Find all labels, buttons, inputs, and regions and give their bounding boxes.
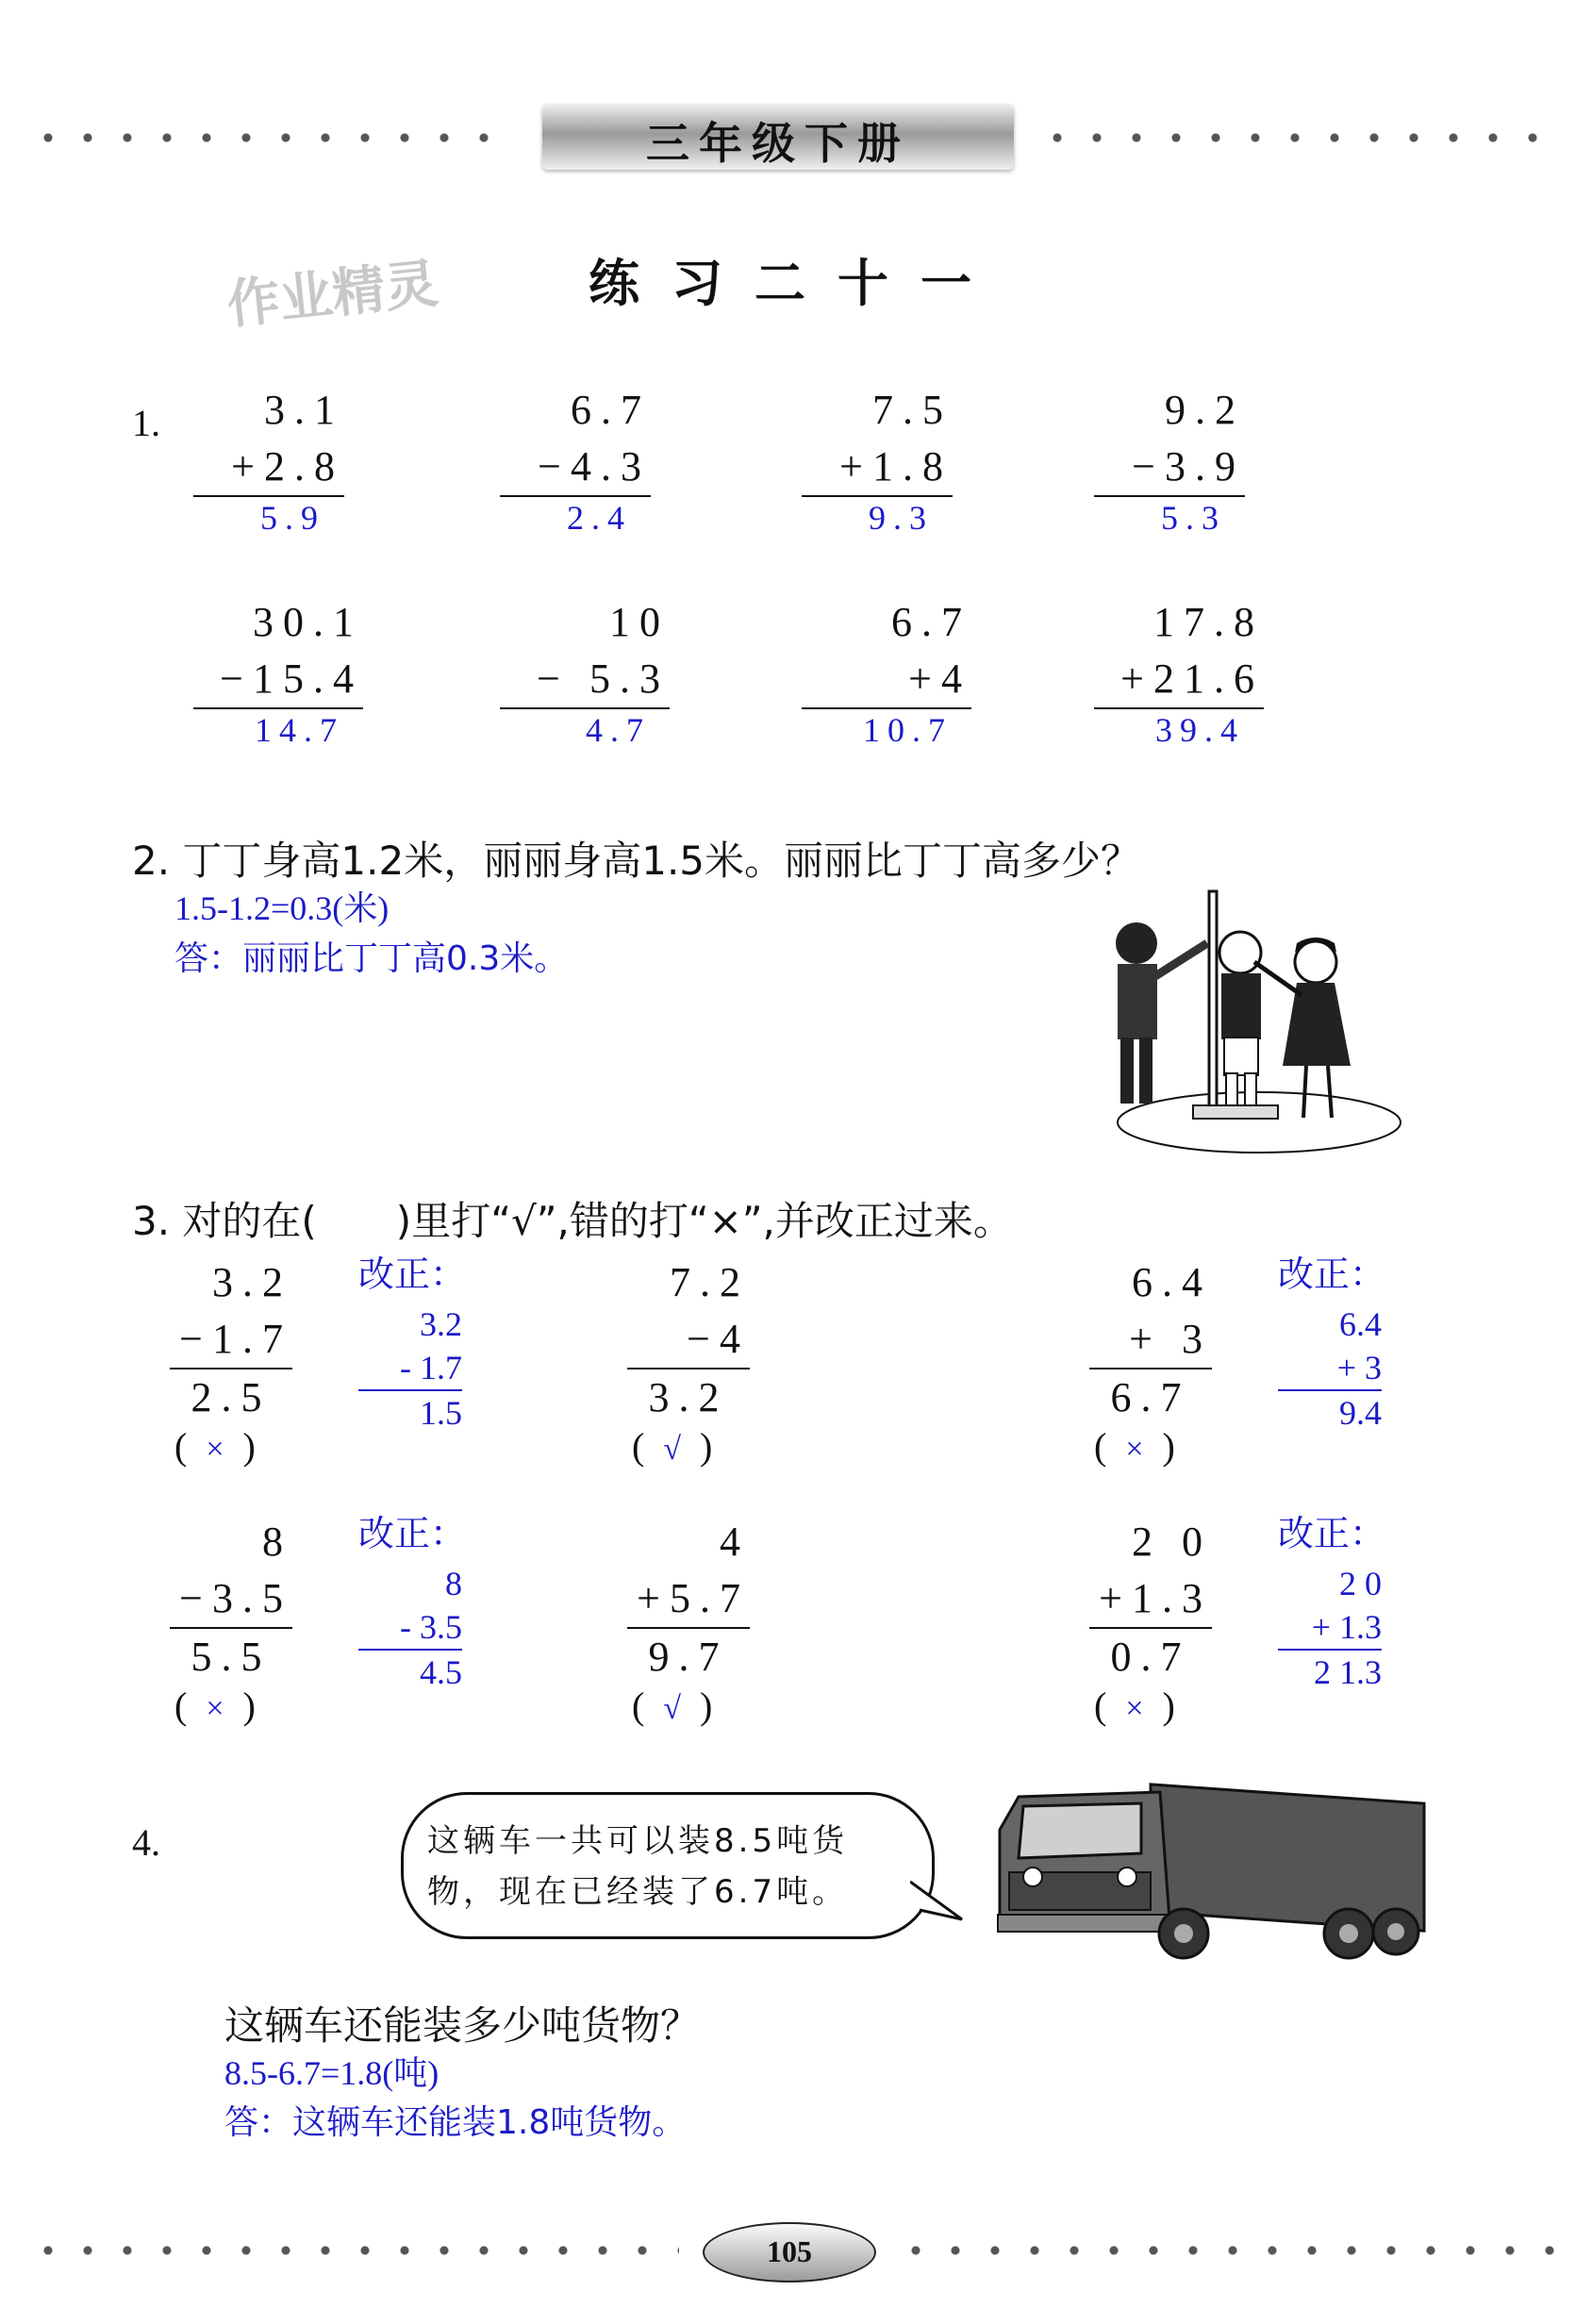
q1-operand-top: 6.7 xyxy=(891,599,971,645)
q3-fix-result: 9.4 xyxy=(1339,1394,1382,1432)
q1-operand-bottom: −3.9 xyxy=(1094,439,1245,497)
q1-answer: 39.4 xyxy=(1155,711,1245,749)
q3-check-parens: ( × ) xyxy=(1094,1425,1175,1468)
q4-equation: 8.5-6.7=1.8(吨) xyxy=(224,2054,439,2092)
q3-correction-label: 改正： xyxy=(358,1513,467,1554)
q3-operand-bottom: + 3 xyxy=(1089,1311,1212,1370)
q3-operand-top: 8 xyxy=(262,1519,292,1565)
q3-mark: × xyxy=(1125,1691,1144,1726)
q3-result: 6.7 xyxy=(1110,1374,1191,1420)
q3-result: 2.5 xyxy=(191,1374,272,1420)
q1-operand-top: 7.5 xyxy=(872,387,953,433)
q1-problem xyxy=(802,594,971,751)
header-dots-right xyxy=(1037,132,1566,143)
q3-fix-top: 2 0 xyxy=(1339,1565,1382,1602)
bubble-tail xyxy=(910,1877,967,1924)
q3-correction xyxy=(1278,1245,1385,1435)
q3-fix-top: 3.2 xyxy=(420,1305,462,1343)
q1-operand-bottom: −15.4 xyxy=(193,651,363,709)
q1-answer: 4.7 xyxy=(586,711,651,749)
q1-answer: 2.4 xyxy=(567,499,632,537)
q1-answer: 5.3 xyxy=(1161,499,1226,537)
footer-dots-right xyxy=(896,2245,1566,2256)
q4-question: 这辆车还能装多少吨货物？ xyxy=(224,2002,701,2049)
q3-fix-top: 8 xyxy=(445,1565,462,1602)
q3-instruction: 3. 对的在( )里打“√”,错的打“×”,并改正过来。 xyxy=(132,1198,1013,1244)
header-banner xyxy=(542,104,1014,170)
q3-operand-bottom: +1.3 xyxy=(1089,1570,1212,1629)
page-number: 105 xyxy=(703,2222,876,2282)
q1-problem xyxy=(500,594,670,751)
q3-operand-top: 3.2 xyxy=(212,1259,292,1305)
footer-dots-left xyxy=(28,2245,679,2256)
q3-result: 0.7 xyxy=(1110,1634,1191,1680)
q3-problem xyxy=(1089,1514,1212,1685)
q3-fix-bottom: - 3.5 xyxy=(358,1605,462,1651)
q3-operand-bottom: −3.5 xyxy=(170,1570,292,1629)
q1-operand-top: 17.8 xyxy=(1153,599,1264,645)
q3-check-parens: ( √ ) xyxy=(632,1425,713,1468)
q3-mark: × xyxy=(1125,1432,1144,1467)
q3-problem xyxy=(627,1514,750,1685)
q3-mark: × xyxy=(206,1691,224,1726)
q3-correction xyxy=(358,1504,466,1694)
q3-operand-bottom: +5.7 xyxy=(627,1570,750,1629)
q1-operand-bottom: −4.3 xyxy=(500,439,651,497)
q3-correction-label: 改正： xyxy=(1278,1513,1386,1554)
q3-result: 9.7 xyxy=(648,1634,729,1680)
q1-operand-bottom: +1.8 xyxy=(802,439,953,497)
q1-problem xyxy=(500,382,651,539)
q1-operand-bottom: +21.6 xyxy=(1094,651,1264,709)
q3-correction-label: 改正： xyxy=(1278,1253,1386,1295)
q3-fix-top: 6.4 xyxy=(1339,1305,1382,1343)
q1-problem xyxy=(802,382,953,539)
q3-problem xyxy=(170,1514,292,1685)
q2-answer: 答：丽丽比丁丁高0.3米。 xyxy=(174,939,569,978)
page-title: 练习二十一 xyxy=(589,254,1003,313)
q3-check-parens: ( × ) xyxy=(1094,1685,1175,1727)
q3-problem xyxy=(627,1254,750,1426)
speech-bubble xyxy=(401,1792,935,1939)
q1-operand-top: 6.7 xyxy=(571,387,651,433)
q3-operand-bottom: −4 xyxy=(627,1311,750,1370)
q1-problem xyxy=(1094,382,1245,539)
q3-result: 3.2 xyxy=(648,1374,729,1420)
q1-answer: 9.3 xyxy=(869,499,934,537)
q3-fix-result: 2 1.3 xyxy=(1314,1653,1382,1691)
q3-operand-top: 2 0 xyxy=(1132,1519,1212,1565)
q3-correction-label: 改正： xyxy=(358,1253,467,1295)
q3-operand-top: 4 xyxy=(720,1519,750,1565)
q3-fix-result: 1.5 xyxy=(420,1394,462,1432)
q3-mark: √ xyxy=(663,1691,681,1726)
q1-operand-top: 3.1 xyxy=(264,387,344,433)
speech-bubble-text: 这辆车一共可以装8.5吨货物，现在已经装了6.7吨。 xyxy=(427,1822,849,1911)
q1-problem xyxy=(193,382,344,539)
q1-answer: 5.9 xyxy=(260,499,325,537)
q3-mark: √ xyxy=(663,1432,681,1467)
q2-equation: 1.5-1.2=0.3(米) xyxy=(174,889,390,927)
q1-problem xyxy=(1094,594,1264,751)
q4-answer: 答：这辆车还能装1.8吨货物。 xyxy=(224,2103,687,2142)
q2-question: 2. 丁丁身高1.2米，丽丽身高1.5米。丽丽比丁丁高多少？ xyxy=(132,838,1141,884)
header-title: 三年级下册 xyxy=(646,118,910,169)
watermark: 作业精灵 xyxy=(224,253,441,337)
q3-correction xyxy=(1278,1504,1385,1694)
q3-check-parens: ( × ) xyxy=(174,1685,256,1727)
q3-check-parens: ( × ) xyxy=(174,1425,256,1468)
q3-fix-bottom: + 1.3 xyxy=(1278,1605,1382,1651)
q1-operand-top: 30.1 xyxy=(253,599,363,645)
truck-illustration xyxy=(990,1764,1434,1967)
q3-problem xyxy=(170,1254,292,1426)
q3-operand-top: 7.2 xyxy=(670,1259,750,1305)
q3-operand-top: 6.4 xyxy=(1132,1259,1212,1305)
q3-check-parens: ( √ ) xyxy=(632,1685,713,1727)
q3-result: 5.5 xyxy=(191,1634,272,1680)
header-dots-left xyxy=(28,132,519,143)
q1-answer: 10.7 xyxy=(863,711,953,749)
q3-fix-bottom: - 1.7 xyxy=(358,1346,462,1391)
height-measure-illustration xyxy=(1103,887,1405,1160)
q1-operand-bottom: − 5.3 xyxy=(500,651,670,709)
q3-mark: × xyxy=(206,1432,224,1467)
q3-fix-result: 4.5 xyxy=(420,1653,462,1691)
q1-operand-bottom: +4 xyxy=(802,651,971,709)
q3-fix-bottom: + 3 xyxy=(1278,1346,1382,1391)
q1-operand-top: 9.2 xyxy=(1165,387,1245,433)
q1-number: 1. xyxy=(132,402,160,444)
q1-operand-top: 10 xyxy=(609,599,670,645)
q4-number: 4. xyxy=(132,1821,160,1864)
q3-correction xyxy=(358,1245,466,1435)
q1-answer: 14.7 xyxy=(255,711,344,749)
q1-problem xyxy=(193,594,363,751)
q3-operand-bottom: −1.7 xyxy=(170,1311,292,1370)
q1-operand-bottom: +2.8 xyxy=(193,439,344,497)
q3-problem xyxy=(1089,1254,1212,1426)
